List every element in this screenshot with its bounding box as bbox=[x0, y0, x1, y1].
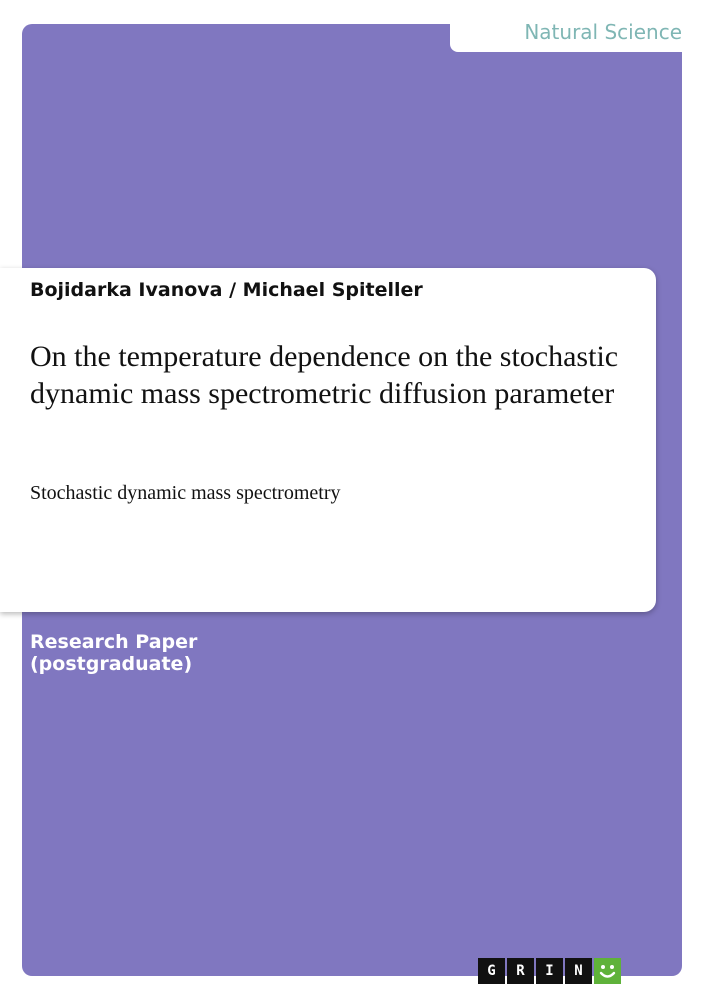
smiley-icon bbox=[594, 958, 621, 984]
authors: Bojidarka Ivanova / Michael Spiteller bbox=[30, 279, 423, 301]
book-title: On the temperature dependence on the stochastic dynamic mass spectrometric diffusion parameter bbox=[30, 340, 619, 410]
logo-letter-n: N bbox=[565, 958, 592, 984]
title-card bbox=[0, 268, 656, 612]
logo-letter-i: I bbox=[536, 958, 563, 984]
paper-type-line2: (postgraduate) bbox=[30, 653, 193, 675]
logo-letter-g: G bbox=[478, 958, 505, 984]
grin-logo bbox=[478, 958, 621, 984]
category-label: Natural Science bbox=[524, 20, 682, 44]
logo-letter-r: R bbox=[507, 958, 534, 984]
paper-type bbox=[30, 631, 330, 675]
book-subtitle: Stochastic dynamic mass spectrometry bbox=[30, 482, 341, 504]
paper-type-line1: Research Paper bbox=[30, 631, 198, 653]
